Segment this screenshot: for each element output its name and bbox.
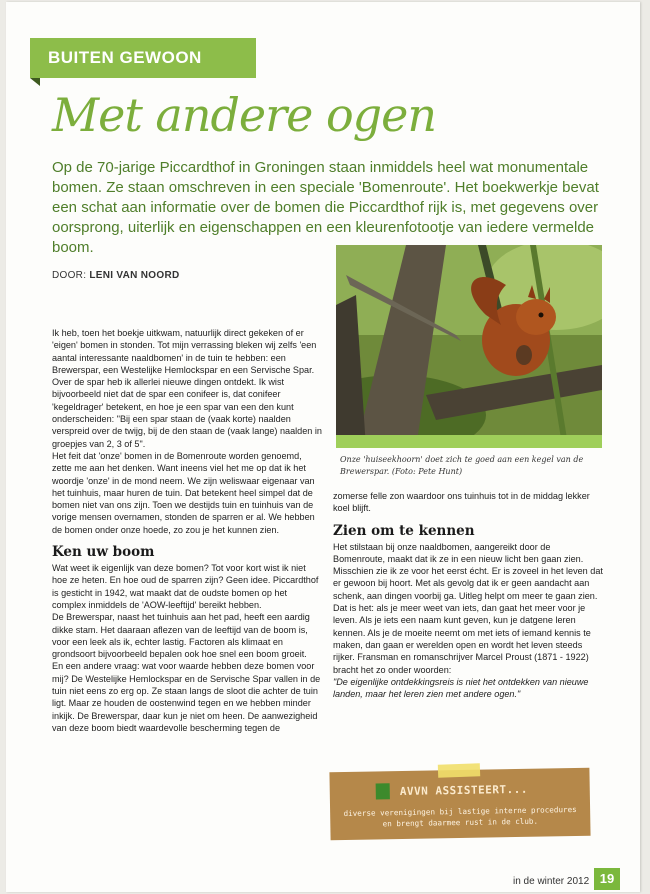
paragraph: Wat weet ik eigenlijk van deze bomen? Tot voor kort wist ik niet hoe ze heten. En hoe oud de sparren zijn? Geen idee. Piccardthof is gesticht in 1942, wat maakt dat de oudste bomen op het complex inmiddels de 'AOW-leeftijd' bereikt hebben. <box>52 563 319 610</box>
proust-quote: "De eigenlijke ontdekkingsreis is niet het ontdekken van nieuwe landen, maar het leren zien met andere ogen." <box>333 676 589 700</box>
tape-decoration <box>438 763 480 777</box>
section-tag: BUITEN GEWOON <box>30 38 256 78</box>
paragraph: Het stilstaan bij onze naaldbomen, aangereikt door de Bomenroute, maakt dat ik ze in een nieuw licht ben gaan zien. Misschien zie ik ze voor het eerst écht. Er is zoveel in het leven dat er gewoon bij hoort. Met als gevolg dat ik er geen aandacht aan schenk, aan dingen voorbij ga. Uitleg helpt om meer te gaan zien. Dat is het: als je meer weet van iets, dan gaat het meer voor je leven. Als je iets een naam kunt geven, kun je datgene leren kennen. Als je de moeite neemt om met iets of iemand kennis te maken, dan gaan er werelden open en wordt het leven steeds rijker. Fransman en romanschrijver Marcel Proust (1871 - 1922) bracht het zo onder woorden: <box>333 541 603 675</box>
paragraph: zomerse felle zon waardoor ons tuinhuis tot in de middag lekker koel blijft. <box>333 491 590 514</box>
magazine-page <box>6 2 640 892</box>
article-lead: Op de 70-jarige Piccardthof in Groningen staan inmiddels heel wat monumentale bomen. Ze staan omschreven in een speciale 'Bomenroute'. Het boekwerkje bevat een schat aan informatie over de bomen die Piccardthof rijk is, met gegevens over oorsprong, uiterlijk en eigenschappen en een kleurenfotootje van iedere vermelde boom. <box>52 159 599 256</box>
subheading-ken-uw-boom: Ken uw boom <box>52 544 155 561</box>
avvn-text: diverse verenigingen bij lastige interne procedures en brengt daarmee rust in de club. <box>343 804 577 829</box>
right-column <box>333 490 603 700</box>
avvn-title: AVVN ASSISTEERT... <box>399 782 529 799</box>
left-column <box>52 327 322 734</box>
paragraph: Ik heb, toen het boekje uitkwam, natuurlijk direct gekeken of er 'eigen' bomen in stonden. Tot mijn verrassing bleken wij zelfs 'een aantal interessante naaldbomen' in de tuin te hebben: een Brewerspar, een Westelijke Hemlockspar en een Servische Spar. Over de spar heb ik allerlei nieuwe dingen ontdekt. Ik wist bijvoorbeeld niet dat de spar een conifeer is, dat conifeer 'kegeldrager' betekent, en hoe je een spar van een den kunt onderscheiden: "Bij een spar staan de (vaak korte) naalden verspreid over de twijg, bij de den staan de (vaak lange) naalden in groepjes van 2, 3 of 5". <box>52 328 322 449</box>
squirrel-photo <box>336 245 602 448</box>
byline <box>52 270 180 281</box>
section-tag-fold <box>30 78 40 86</box>
avvn-box <box>329 768 590 841</box>
subheading-zien-om-te-kennen: Zien om te kennen <box>333 522 475 539</box>
byline-prefix: DOOR: <box>52 270 87 281</box>
article-title: Met andere ogen <box>52 88 436 142</box>
paragraph: En een andere vraag: wat voor waarde hebben deze bomen voor mij? De Westelijke Hemlockspar en de Servische Spar vallen in de tuin niet eens zo erg op. Ze staan langs de sloot die achter de tuin ligt. Maar ze houden de oostenwind tegen en we hebben minder inkijk. De Brewerspar, daar kun je niet om heen. De aanwezigheid van deze boom biedt waardevolle bescherming tegen de <box>52 661 321 733</box>
document-icon <box>376 783 390 799</box>
page-number: 19 <box>594 868 620 890</box>
paragraph: De Brewerspar, naast het tuinhuis aan het pad, heeft een aardig dikke stam. Het daaraan aflezen van de leeftijd van de boom is, voor een leek als ik, echter lastig. Factoren als klimaat en grondsoort bijvoorbeeld bepalen ook hoe snel een boom groeit. <box>52 612 310 660</box>
issue-label: in de winter 2012 <box>513 876 590 887</box>
byline-author: LENI VAN NOORD <box>89 270 180 281</box>
photo-caption: Onze 'huiseekhoorn' doet zich te goed aan een kegel van de Brewerspar. (Foto: Pete Hunt) <box>340 455 584 476</box>
paragraph: Het feit dat 'onze' bomen in de Bomenroute worden genoemd, zette me aan het denken. Want ineens viel het me op dat ik het woordje 'onze' in de mond neem. We zijn weliswaar eigenaar van het tuinhuis, maar huren de tuin. Dat betekent heel simpel dat de bomen niet van ons zijn. Toen we destijds tuin en tuinhuis van de vorige mensen overnamen, stonden de sparren er al. We hebben de bomen onder onze hoede, zo zou je het kunnen zien. <box>52 450 315 535</box>
